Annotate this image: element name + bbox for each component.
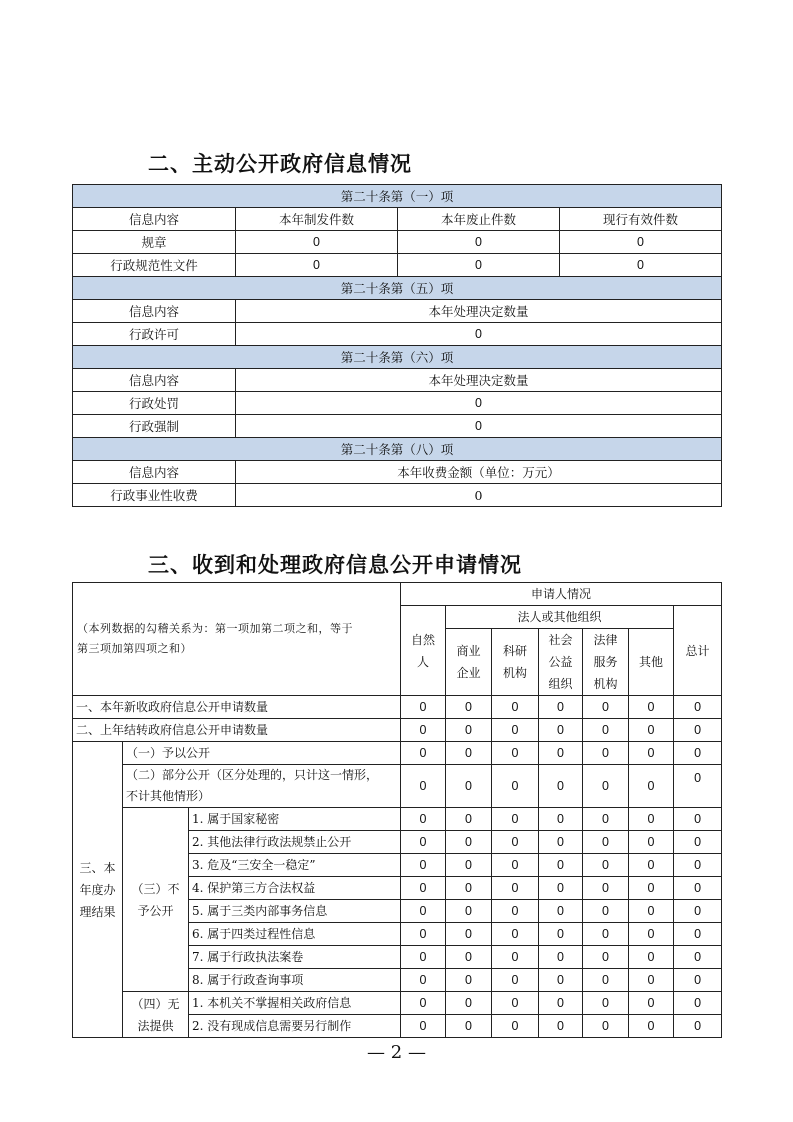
note-line: 第三项加第四项之和） [77,642,192,655]
column-header-total: 总计 [674,606,722,696]
applicant-header: 申请人情况 [401,583,722,606]
table-cell: 0 [539,946,583,969]
table-cell: 0 [583,854,629,877]
table-cell: 0 [401,854,446,877]
table-cell: 0 [446,765,492,808]
table-cell: 0 [539,696,583,719]
label-line: 年度办 [79,882,116,897]
table-row [73,185,722,208]
table-row [73,461,722,484]
column-header: 信息内容 [73,300,236,323]
label-line: （四）无 [131,996,180,1011]
table-cell: 0 [492,969,539,992]
table-row [73,808,722,831]
table-cell: 0 [401,831,446,854]
table-cell: 0 [492,719,539,742]
table-cell: 0 [674,808,722,831]
column-header-natural-person [401,606,446,696]
table-cell: 0 [583,808,629,831]
table-row [73,583,722,606]
table-cell: 0 [446,969,492,992]
table-cell: 0 [629,696,674,719]
row-label: 行政事业性收费 [73,484,236,507]
column-header: 本年收费金额（单位：万元） [236,461,722,484]
page-number: — 2 — [367,1042,426,1063]
table-row [73,300,722,323]
table-cell: 0 [446,900,492,923]
row-label: 3. 危及“三安全一稳定” [189,854,401,877]
table-cell: 0 [446,808,492,831]
table-cell: 0 [401,696,446,719]
table-cell: 0 [629,877,674,900]
table-cell: 0 [674,877,722,900]
table-cell: 0 [398,231,560,254]
table-row [73,392,722,415]
table-row [73,696,722,719]
table-cell: 0 [398,254,560,277]
label-line: 不计其他情形） [126,789,211,803]
table-cell: 0 [401,742,446,765]
table-row [73,415,722,438]
label-line: 三、本 [79,860,116,875]
table-cell: 0 [674,900,722,923]
note-line: （本列数据的勾稽关系为：第一项加第二项之和，等于 [77,622,353,635]
row-label: 二、上年结转政府信息公开申请数量 [73,719,401,742]
table-cell: 0 [492,992,539,1015]
table-cell: 0 [583,696,629,719]
table-cell: 0 [492,1015,539,1038]
table-cell: 0 [492,808,539,831]
row-label: 1. 本机关不掌握相关政府信息 [189,992,401,1015]
table-cell: 0 [583,877,629,900]
table-cell: 0 [629,969,674,992]
table-cell: 0 [446,946,492,969]
section2-title: 二、主动公开政府信息情况 [148,152,412,176]
table-cell: 0 [539,719,583,742]
table-cell: 0 [583,992,629,1015]
table-row [73,484,722,507]
header-line: 社会 [548,633,573,647]
table-cell: 0 [629,946,674,969]
table-cell: 0 [446,1015,492,1038]
table-cell: 0 [629,719,674,742]
table-row [73,765,722,808]
refuse-group-label [123,808,189,992]
disclosure-request-table [72,582,722,1038]
table-cell: 0 [674,946,722,969]
result-group-label [73,742,123,1038]
table-cell: 0 [401,719,446,742]
table-cell: 0 [674,696,722,719]
column-header: 信息内容 [73,208,236,231]
table-row [73,719,722,742]
table-cell: 0 [674,992,722,1015]
table-row [73,254,722,277]
label-line: 理结果 [79,904,116,919]
table-cell: 0 [446,742,492,765]
row-label: 行政许可 [73,323,236,346]
table-cell: 0 [629,854,674,877]
row-label: 7. 属于行政执法案卷 [189,946,401,969]
table-cell: 0 [492,923,539,946]
table-row [73,231,722,254]
table-cell: 0 [539,969,583,992]
row-label: 一、本年新收政府信息公开申请数量 [73,696,401,719]
table-cell: 0 [492,765,539,808]
header-line: 企业 [456,666,481,680]
column-header-legal-service [583,629,629,696]
table-cell: 0 [539,992,583,1015]
row-label: 行政强制 [73,415,236,438]
table-cell: 0 [236,323,722,346]
table-cell: 0 [492,742,539,765]
column-header: 本年制发件数 [236,208,398,231]
table-cell: 0 [236,415,722,438]
label-line: 法提供 [137,1018,174,1033]
table-cell: 0 [583,969,629,992]
legal-group-header: 法人或其他组织 [446,606,674,629]
table-row [73,369,722,392]
table-cell: 0 [560,231,722,254]
table-cell: 0 [583,923,629,946]
table-cell: 0 [401,877,446,900]
table-cell: 0 [674,854,722,877]
row-label: 8. 属于行政查询事项 [189,969,401,992]
table-row [73,208,722,231]
table-cell: 0 [401,765,446,808]
table-cell: 0 [236,484,722,507]
section3-title: 三、收到和处理政府信息公开申请情况 [148,553,522,577]
table-cell: 0 [539,1015,583,1038]
table-row [73,992,722,1015]
table-cell: 0 [674,765,722,808]
table-cell: 0 [539,854,583,877]
header-line: 组织 [548,677,573,691]
table-cell: 0 [401,808,446,831]
table-cell: 0 [583,831,629,854]
unable-group-label [123,992,189,1038]
column-header: 本年处理决定数量 [236,300,722,323]
table-cell: 0 [674,831,722,854]
row-label: 2. 其他法律行政法规禁止公开 [189,831,401,854]
table-row [73,438,722,461]
table-cell: 0 [401,923,446,946]
table-cell: 0 [539,900,583,923]
table-cell: 0 [674,742,722,765]
header-line: 机构 [502,666,527,680]
table-cell: 0 [492,831,539,854]
table-cell: 0 [560,254,722,277]
table-cell: 0 [446,877,492,900]
table-cell: 0 [583,1015,629,1038]
table-row [73,277,722,300]
table-cell: 0 [583,719,629,742]
column-header-research [492,629,539,696]
table-cell: 0 [583,765,629,808]
table-cell: 0 [583,900,629,923]
table-cell: 0 [446,854,492,877]
table-cell: 0 [401,992,446,1015]
table-cell: 0 [674,969,722,992]
table-cell: 0 [446,719,492,742]
proactive-disclosure-table [72,184,722,507]
column-header: 本年处理决定数量 [236,369,722,392]
header-line: 科研 [502,644,527,658]
table-cell: 0 [583,742,629,765]
row-label: 4. 保护第三方合法权益 [189,877,401,900]
table-cell: 0 [539,877,583,900]
table-cell: 0 [492,946,539,969]
label-line: （二）部分公开（区分处理的，只计这一情形， [126,768,379,782]
table-cell: 0 [539,831,583,854]
table-cell: 0 [446,696,492,719]
header-line: 服务 [593,655,618,669]
table-cell: 0 [629,900,674,923]
header-line: 商业 [456,644,481,658]
row-label: （一）予以公开 [123,742,401,765]
header-line: 公益 [548,655,573,669]
label-line: （三）不 [131,881,180,896]
row-label: 5. 属于三类内部事务信息 [189,900,401,923]
column-header: 现行有效件数 [560,208,722,231]
column-header-business [446,629,492,696]
table-cell: 0 [401,900,446,923]
table-cell: 0 [539,808,583,831]
table-cell: 0 [629,765,674,808]
table-cell: 0 [492,877,539,900]
header-line: 人 [416,654,429,669]
table-cell: 0 [539,765,583,808]
section-header: 第二十条第（六）项 [73,346,722,369]
table-cell: 0 [401,1015,446,1038]
table-cell: 0 [492,900,539,923]
table-cell: 0 [674,1015,722,1038]
row-label: 规章 [73,231,236,254]
row-label: 6. 属于四类过程性信息 [189,923,401,946]
row-label: 2. 没有现成信息需要另行制作 [189,1015,401,1038]
table-cell: 0 [446,992,492,1015]
table-cell: 0 [401,946,446,969]
table-cell: 0 [236,392,722,415]
header-line: 机构 [593,677,618,691]
table-cell: 0 [539,923,583,946]
row-label: 1. 属于国家秘密 [189,808,401,831]
table-cell: 0 [539,742,583,765]
table-cell: 0 [446,831,492,854]
column-header: 信息内容 [73,369,236,392]
table-cell: 0 [674,719,722,742]
table-cell: 0 [629,923,674,946]
table-cell: 0 [629,831,674,854]
table-cell: 0 [629,1015,674,1038]
table-cell: 0 [674,923,722,946]
label-line: 予公开 [137,903,174,918]
table-cell: 0 [446,923,492,946]
section-header: 第二十条第（八）项 [73,438,722,461]
table-cell: 0 [629,742,674,765]
table-row [73,742,722,765]
section-header: 第二十条第（一）项 [73,185,722,208]
column-header-social [539,629,583,696]
row-label [123,765,401,808]
row-label: 行政处罚 [73,392,236,415]
header-line: 自然 [410,632,435,647]
table-cell: 0 [492,854,539,877]
column-header: 本年废止件数 [398,208,560,231]
row-label: 行政规范性文件 [73,254,236,277]
column-header: 信息内容 [73,461,236,484]
header-line: 法律 [593,633,618,647]
table-cell: 0 [236,231,398,254]
table-cell: 0 [236,254,398,277]
table-cell: 0 [629,808,674,831]
table-row [73,323,722,346]
calculation-note [73,583,401,696]
table-cell: 0 [492,696,539,719]
section-header: 第二十条第（五）项 [73,277,722,300]
table-cell: 0 [583,946,629,969]
table-cell: 0 [401,969,446,992]
table-row [73,346,722,369]
table-cell: 0 [629,992,674,1015]
column-header-other: 其他 [629,629,674,696]
